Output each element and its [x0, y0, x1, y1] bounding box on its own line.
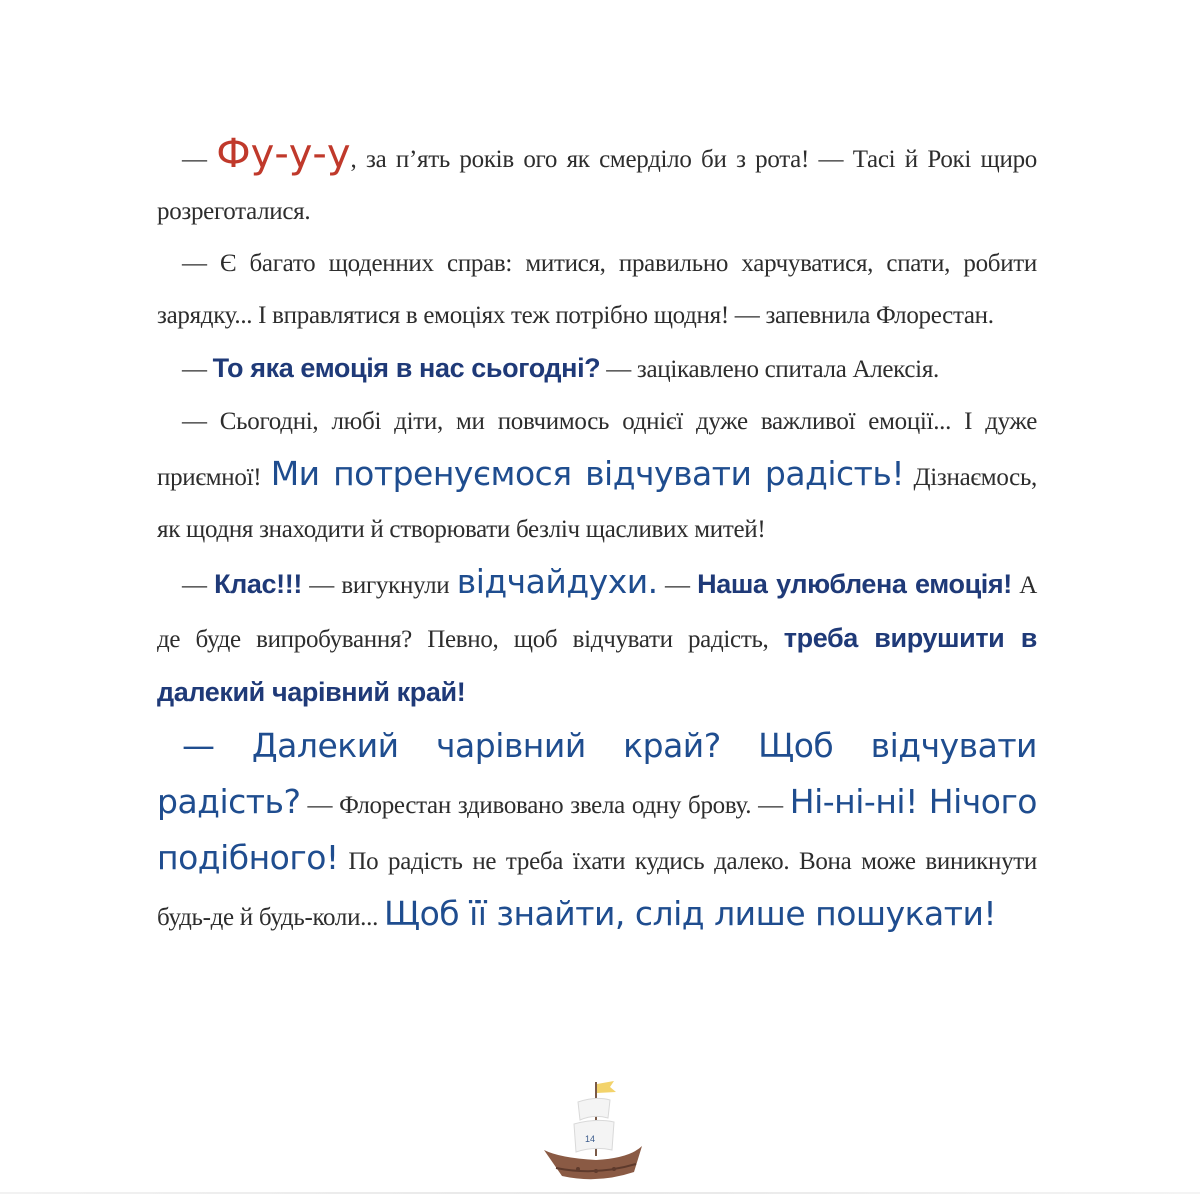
- dialogue-emphasis: треба вирушити в далекий чарівний край!: [157, 623, 1037, 707]
- ship-porthole: [594, 1169, 598, 1173]
- dialogue-emphasis: Наша улюблена емоція!: [697, 569, 1012, 599]
- ship-porthole: [576, 1167, 580, 1171]
- story-paragraph: [157, 396, 1037, 556]
- sail-number: 14: [585, 1134, 596, 1144]
- narration-text: — Сьогодні, любі діти, ми повчимось однієї дуже важливої емоції... І дуже приємної!: [157, 408, 1037, 491]
- dialogue-emphasis: То яка емоція в нас сьогодні?: [212, 353, 601, 383]
- narration-text: —: [182, 146, 217, 173]
- narration-text: А де буде випробування? Певно, щоб відчувати радість,: [157, 572, 1037, 653]
- narration-text: — Флорестан здивовано звела одну брову. —: [300, 792, 790, 819]
- narration-text: —: [182, 572, 215, 599]
- narration-text: — Є багато щоденних справ: митися, правильно харчуватися, спати, робити зарядку... І вправлятися в емоціях теж потрібно щодня! — запевнила Флорестан.: [157, 250, 1037, 329]
- narration-text: По радість не треба їхати кудись далеко. Вона може виникнути будь-де й будь-коли...: [157, 848, 1037, 931]
- story-paragraph: [157, 238, 1037, 342]
- story-paragraph: [157, 556, 1037, 720]
- exclamation-text: Фу-у-у: [216, 131, 351, 177]
- story-paragraph: [157, 128, 1037, 238]
- narration-text: —: [182, 356, 213, 383]
- dialogue-emphasis: — Далекий чарівний край? Щоб відчувати радість?: [157, 726, 1037, 821]
- page-edge: [0, 1192, 1200, 1194]
- ship-flag: [597, 1081, 616, 1093]
- story-paragraph: [157, 342, 1037, 396]
- ship-hull: [544, 1146, 642, 1179]
- narration-text: Дізнаємось, як щодня знаходити й створювати безліч щасливих митей!: [157, 464, 1037, 543]
- narration-text: — зацікавлено спитала Алексія.: [600, 356, 939, 383]
- ship-illustration: [538, 1072, 648, 1192]
- narration-text: — вигукнули: [301, 572, 457, 599]
- dialogue-emphasis: Клас!!!: [214, 569, 302, 599]
- narration-text: —: [657, 572, 698, 599]
- narration-text: , за п’ять років ого як смерділо би з рота! — Тасі й Рокі щиро розреготалися.: [157, 146, 1037, 225]
- ship-porthole: [612, 1167, 616, 1171]
- dialogue-emphasis: Ні-ні-ні! Нічого подібного!: [157, 782, 1037, 877]
- dialogue-emphasis: Щоб її знайти, слід лише пошукати!: [383, 894, 997, 933]
- ship-sail-top: [578, 1098, 610, 1120]
- dialogue-emphasis: Ми потренуємося відчувати радість!: [270, 454, 905, 493]
- dialogue-emphasis: відчайдухи.: [456, 562, 658, 601]
- story-text: [157, 128, 1037, 944]
- story-paragraph: [157, 720, 1037, 944]
